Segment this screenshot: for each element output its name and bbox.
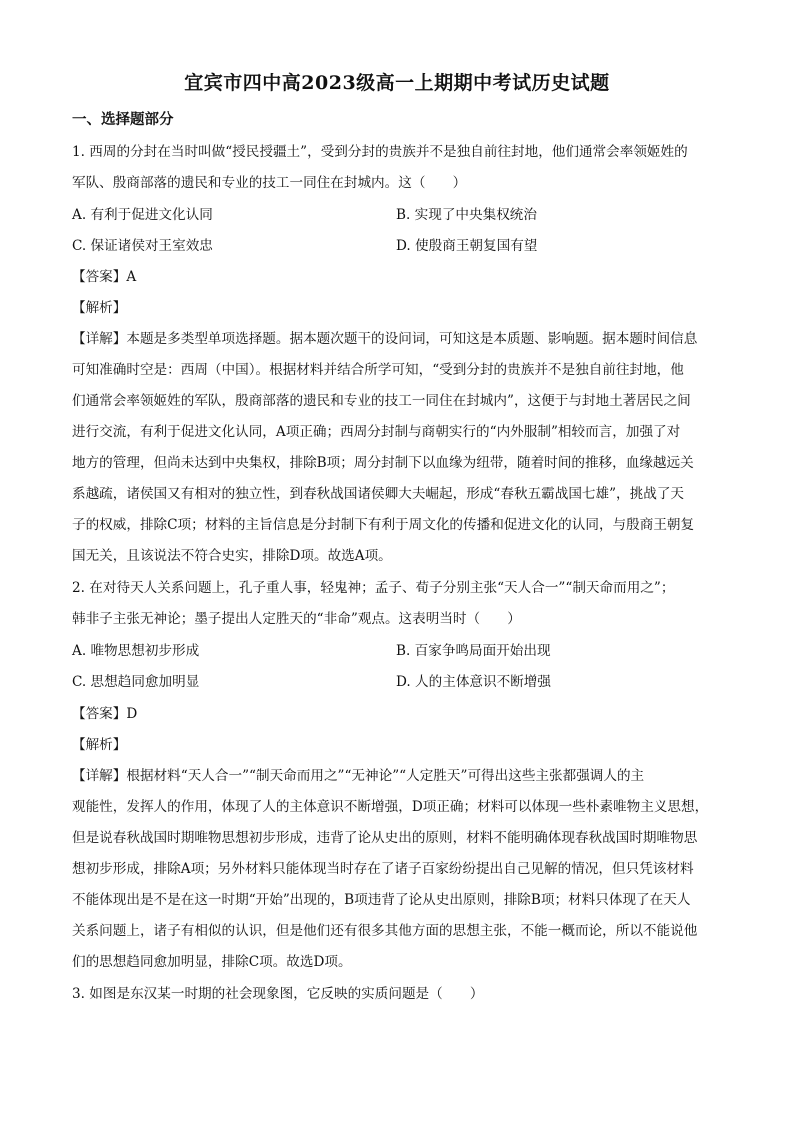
question-1-detail-line-3: 们通常会率领姬姓的军队，殷商部落的遗民和专业的技工一同住在封城内”，这便于与封地土著居民之间 — [72, 393, 691, 409]
page-title: 宜宾市四中高2023级高一上期期中考试历史试题 — [184, 72, 610, 94]
question-2-option-d: D. 人的主体意识不断增强 — [396, 674, 551, 690]
question-2-detail-line-7: 们的思想趋同愈加明显，排除C项。故选D项。 — [72, 954, 352, 970]
question-1-stem-line-1: 1. 西周的分封在当时叫做“授民授疆土”，受到分封的贵族并不是独自前往封地，他们通常会率领姬姓的 — [72, 144, 688, 160]
question-2-detail-line-6: 关系问题上，诸子有相似的认识，但是他们还有很多其他方面的思想主张，不能一概而论，所以不能说他 — [72, 923, 698, 939]
question-2-detail-line-1: 【详解】根据材料“天人合一”“制天命而用之”“无神论”“人定胜天”可得出这些主张都强调人的主 — [72, 768, 645, 784]
question-1-detail-line-7: 子的权威，排除C项；材料的主旨信息是分封制下有利于周文化的传播和促进文化的认同，与殷商王朝复 — [72, 517, 695, 533]
question-2-stem-line-2: 韩非子主张无神论；墨子提出人定胜天的“非命”观点。这表明当时（ ） — [72, 611, 521, 627]
question-1-detail-line-8: 国无关，且该说法不符合史实，排除D项。故选A项。 — [72, 548, 392, 564]
question-1-option-a: A. 有利于促进文化认同 — [72, 207, 213, 223]
question-2-detail-line-4: 想初步形成，排除A项；另外材料只能体现当时存在了诸子百家纷纷提出自己见解的情况，但只凭该材料 — [72, 861, 694, 877]
question-3-stem-line-1: 3. 如图是东汉某一时期的社会现象图，它反映的实质问题是（ ） — [72, 986, 484, 1002]
question-2-analysis-label: 【解析】 — [72, 737, 127, 753]
question-1-detail-line-1: 【详解】本题是多类型单项选择题。据本题次题干的设问词，可知这是本质题、影响题。据本题时间信息 — [72, 331, 698, 347]
question-1-detail-line-5: 地方的管理，但尚未达到中央集权，排除B项；周分封制下以血缘为纽带，随着时间的推移，血缘越远关 — [72, 455, 694, 471]
question-1-detail-line-6: 系越疏，诸侯国又有相对的独立性，到春秋战国诸侯卿大夫崛起，形成“春秋五霸战国七雄”，挑战了天 — [72, 486, 685, 502]
question-1-analysis-label: 【解析】 — [72, 300, 127, 316]
question-2-stem-line-1: 2. 在对待天人关系问题上，孔子重人事，轻鬼神；孟子、荀子分别主张“天人合一”“制天命而用之”； — [72, 580, 675, 596]
question-1-stem-line-2: 军队、殷商部落的遗民和专业的技工一同住在封城内。这（ ） — [72, 175, 467, 191]
question-1-option-b: B. 实现了中央集权统治 — [396, 207, 537, 223]
section-heading: 一、选择题部分 — [72, 111, 174, 128]
question-2-option-b: B. 百家争鸣局面开始出现 — [396, 643, 551, 659]
question-1-option-c: C. 保证诸侯对王室效忠 — [72, 238, 213, 254]
question-1-detail-line-2: 可知准确时空是：西周（中国）。根据材料并结合所学可知，“受到分封的贵族并不是独自前往封地，他 — [72, 362, 684, 378]
question-2-detail-line-5: 不能体现出是不是在这一时期“开始”出现的，B项违背了论从史出原则，排除B项；材料只体现了在天人 — [72, 892, 691, 908]
question-2-option-c: C. 思想趋同愈加明显 — [72, 674, 200, 690]
question-2-detail-line-3: 但是说春秋战国时期唯物思想初步形成，违背了论从史出的原则，材料不能明确体现春秋战国时期唯物思 — [72, 830, 698, 846]
question-1-answer: 【答案】A — [72, 269, 137, 285]
question-1-detail-line-4: 进行交流，有利于促进文化认同，A项正确；西周分封制与商朝实行的“内外服制”相较而言，加强了对 — [72, 424, 681, 440]
question-2-detail-line-2: 观能性，发挥人的作用，体现了人的主体意识不断增强，D项正确；材料可以体现一些朴素唯物主义思想， — [72, 799, 709, 815]
question-2-answer: 【答案】D — [72, 706, 138, 722]
question-1-option-d: D. 使殷商王朝复国有望 — [396, 238, 538, 254]
question-2-option-a: A. 唯物思想初步形成 — [72, 643, 200, 659]
